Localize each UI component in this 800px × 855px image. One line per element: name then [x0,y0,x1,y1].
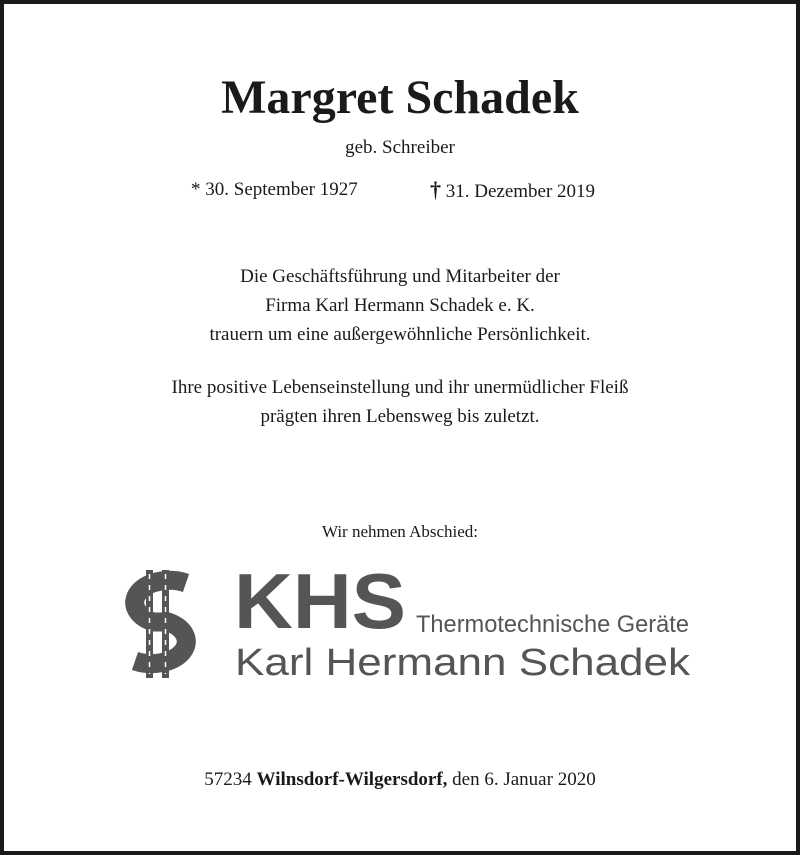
message-line: Firma Karl Hermann Schadek e. K. [265,295,535,316]
town-name: Wilnsdorf-Wilgersdorf, [256,769,448,790]
death-date-group [430,178,595,204]
khs-emblem-icon [135,570,187,678]
message-line: trauern um eine außergewöhnliche Persönlichkeit. [209,324,591,345]
maiden-name: geb. Schreiber [345,137,455,158]
tribute-message [4,373,796,431]
death-date: 31. Dezember 2019 [445,181,596,202]
cross-icon: † [430,177,441,202]
message-line: prägten ihren Lebensweg bis zuletzt. [260,406,540,427]
notice-date: den 6. Januar 2020 [452,769,596,790]
company-logo [108,564,708,684]
deceased-name: Margret Schadek [221,71,579,124]
logo-abbreviation: KHS [234,564,406,645]
message-line: Ihre positive Lebenseinstellung und ihr unermüdlicher Fleiß [171,377,629,398]
place-and-date [4,767,796,793]
farewell-text: Wir nehmen Abschied: [321,522,479,541]
postcode: 57234 [204,769,252,790]
mourning-message [4,262,796,349]
logo-company-name: Karl Hermann Schadek [235,642,692,684]
logo-tagline: Thermotechnische Geräte [416,611,689,638]
message-line: Die Geschäftsführung und Mitarbeiter der [240,266,560,287]
birth-date: * 30. September 1927 [191,179,358,200]
